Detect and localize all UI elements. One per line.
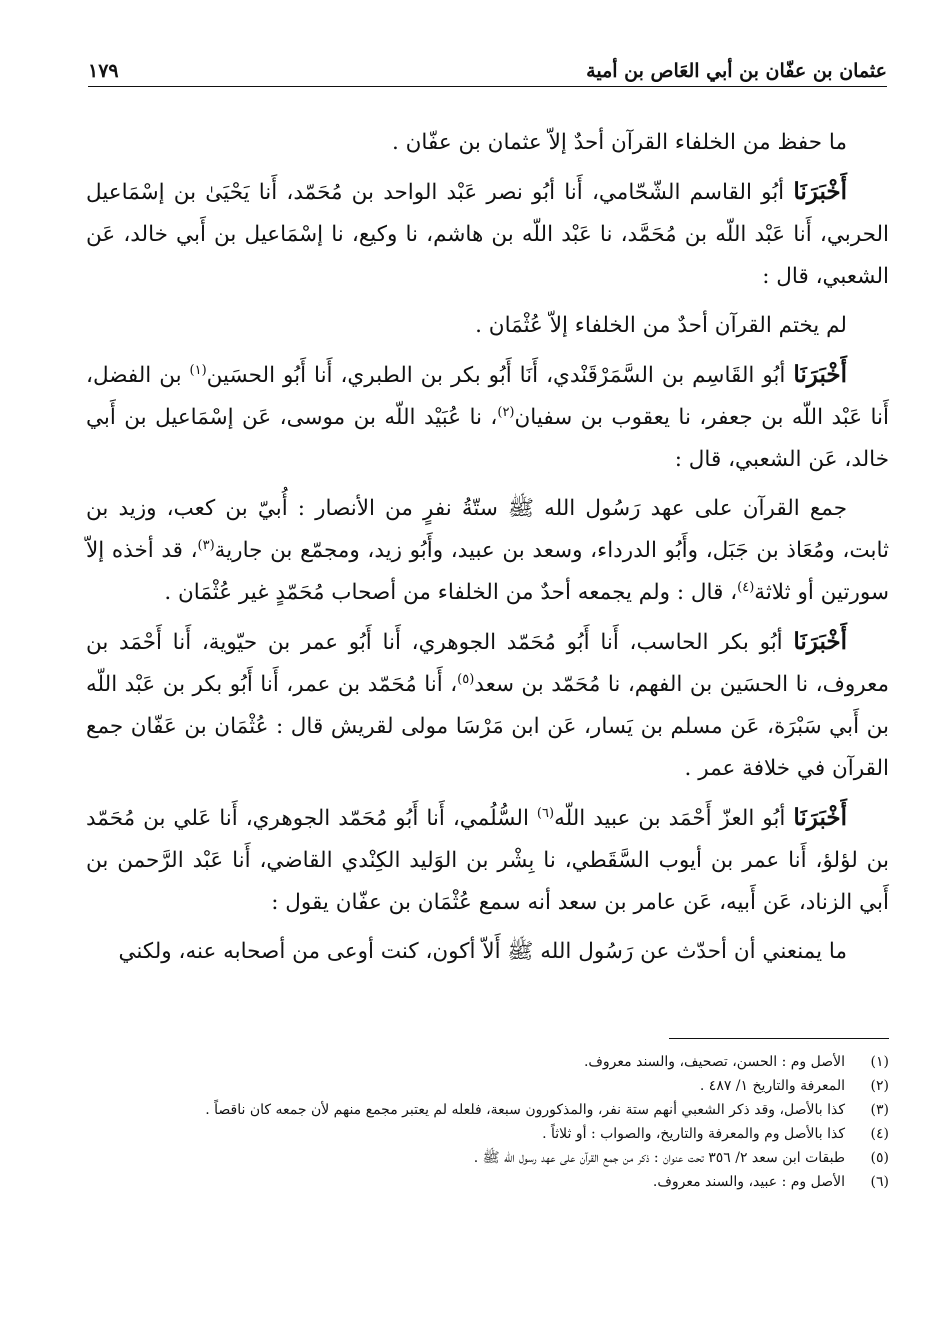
- paragraph-text: أبُو العزّ أَحْمَد بن عبيد اللّه: [554, 806, 794, 831]
- paragraph-text: أبُو بكر الحاسب، أَنا أَبُو مُحَمّد الجوهري، أَنا أَبُو عمر بن حيّوية، أَنا أَحْمَد بن معروف، نا الحسَين بن الفهم، نا مُحَمّد بن سعد: [86, 630, 889, 697]
- footnote-text: كذا بالأصل، وقد ذكر الشعبي أنهم ستة نفر، والمذكورون سبعة، فلعله لم يعتبر مجمع منهم لأن جمعه كان ناقصاً .: [205, 1102, 845, 1118]
- footnote-number: (١): [870, 1054, 889, 1070]
- footnote-item: [86, 1074, 889, 1098]
- footnote-item: [86, 1146, 889, 1170]
- footnote-number: (٢): [870, 1078, 889, 1094]
- paragraph-text: أبُو القاسم الشّحّامي، أَنا أبُو نصر عَبْد الواحد بن مُحَمّد، أَنا يَحْيَىٰ بن إسْمَاعيل الحربي، أَنا عَبْد اللّه بن مُحَمَّد، نا عَبْد اللّه بن هاشم، نا وكيع، نا إسْمَاعيل بن أَبي خالد، عَن الشعبي، قال :: [86, 180, 889, 289]
- paragraph-text: أبُو القَاسِم بن السَّمَرْقَنْدي، أَنَا أَبُو بكر بن الطبري، أَنا أَبُو الحسَين: [206, 363, 794, 388]
- isnad-keyword: أَخْبَرَنَا: [793, 804, 847, 831]
- footnote-ref: (٣): [197, 537, 215, 553]
- footnote-ref: (١): [189, 362, 207, 378]
- footnote-ref: (٦): [536, 805, 555, 821]
- paragraph-8: [86, 931, 889, 973]
- paragraph-text: ما يمنعني أن أحدّث عن رَسُول الله ﷺ أَلاّ أكون، كنت أوعى من أصحابه عنه، ولكني: [118, 939, 847, 964]
- footnote-ref: (٤): [737, 579, 755, 595]
- main-text: [86, 122, 889, 980]
- footnote-text: طبقات ابن سعد ٢/ ٣٥٦ تحت عنوان : ذكر من جمع القرآن على عهد رسول الله ﷺ .: [473, 1150, 845, 1166]
- paragraph-5: [86, 488, 889, 614]
- footnote-number: (٦): [870, 1174, 889, 1190]
- footnote-text: المعرفة والتاريخ ١/ ٤٨٧ .: [699, 1078, 845, 1094]
- isnad-keyword: أَخْبَرَنَا: [793, 361, 847, 388]
- page-number: ١٧٩: [88, 60, 119, 82]
- isnad-keyword: أَخْبَرَنَا: [793, 178, 847, 205]
- paragraph-text: لم يختم القرآن أحدٌ من الخلفاء إلاّ عُثْمَان .: [475, 313, 847, 338]
- paragraph-6: [86, 621, 889, 790]
- paragraph-text: ما حفظ من الخلفاء القرآن أحدٌ إلاّ عثمان بن عفّان .: [391, 130, 847, 155]
- footnote-text: الأصل وم : الحسن، تصحيف، والسند معروف.: [583, 1054, 845, 1070]
- paragraph-text: ، قد أخذه إلاّ سورتين أو ثلاثة: [86, 538, 889, 605]
- paragraph-4: [86, 354, 889, 481]
- footnote-ref: (٥): [457, 671, 475, 687]
- paragraph-2: [86, 171, 889, 298]
- paragraph-7: [86, 797, 889, 924]
- footnote-ref: (٢): [497, 404, 515, 420]
- footnote-number: (٤): [870, 1126, 889, 1142]
- page-header: [88, 56, 887, 87]
- footnote-divider: [669, 1038, 889, 1039]
- footnote-item: [86, 1170, 889, 1194]
- footnotes: [86, 1050, 889, 1194]
- paragraph-text: ، أَنا مُحَمّد بن عمر، أَنا أَبُو بكر بن عَبْد اللّه بن أَبي سَبْرَة، عَن مسلم بن يَسار، عَن ابن مَرْسَا مولى لقريش قال : عُثْمَان بن عَفّان جمع القرآن في خلافة عمر .: [86, 672, 889, 781]
- paragraph-1: [86, 122, 889, 164]
- footnote-text: كذا بالأصل وم والمعرفة والتاريخ، والصواب : أو ثلاثاً .: [542, 1126, 845, 1142]
- paragraph-text: بن الفضل، أَنا عَبْد اللّه بن جعفر، نا يعقوب بن سفيان: [86, 363, 890, 430]
- footnote-text: الأصل وم : عبيد، والسند معروف.: [652, 1174, 845, 1190]
- footnote-item: [86, 1050, 889, 1074]
- paragraph-text: السُّلُمي، أَنا أَبُو مُحَمّد الجوهري، أَنا عَلي بن مُحَمّد بن لؤلؤ، أَنا عمر بن أيوب السَّقَطي، نا بِشْر بن الوَليد الكِنْدي القاضي، أَنا عَبْد الرَّحمن بن أَبي الزناد، عَن أَبيه، عَن عامر بن سعد أنه سمع عُثْمَان بن عفّان يقول :: [86, 806, 889, 915]
- footnote-number: (٥): [870, 1150, 889, 1166]
- running-title: عثمان بن عفّان بن أبي العَاص بن أمية: [586, 60, 887, 82]
- footnote-number: (٣): [870, 1102, 889, 1118]
- footnote-item: [86, 1098, 889, 1122]
- footnote-item: [86, 1122, 889, 1146]
- isnad-keyword: أَخْبَرَنَا: [793, 628, 847, 655]
- paragraph-text: ، قال : ولم يجمعه أحدٌ من الخلفاء من أصحاب مُحَمّدٍ غير عُثْمَان .: [164, 580, 738, 605]
- paragraph-text: ، نا عُبَيْد اللّه بن موسى، عَن إسْمَاعيل بن أَبي خالد، عَن الشعبي، قال :: [86, 405, 889, 472]
- paragraph-text: جمع القرآن على عهد رَسُول الله ﷺ ستّةُ نفرٍ من الأنصار : أُبيّ بن كعب، وزيد بن ثابت، ومُعَاذ بن جَبَل، وأَبُو الدرداء، وسعد بن عبيد، وأَبُو زيد، ومجمّع بن جارية: [86, 496, 889, 563]
- paragraph-3: [86, 305, 889, 347]
